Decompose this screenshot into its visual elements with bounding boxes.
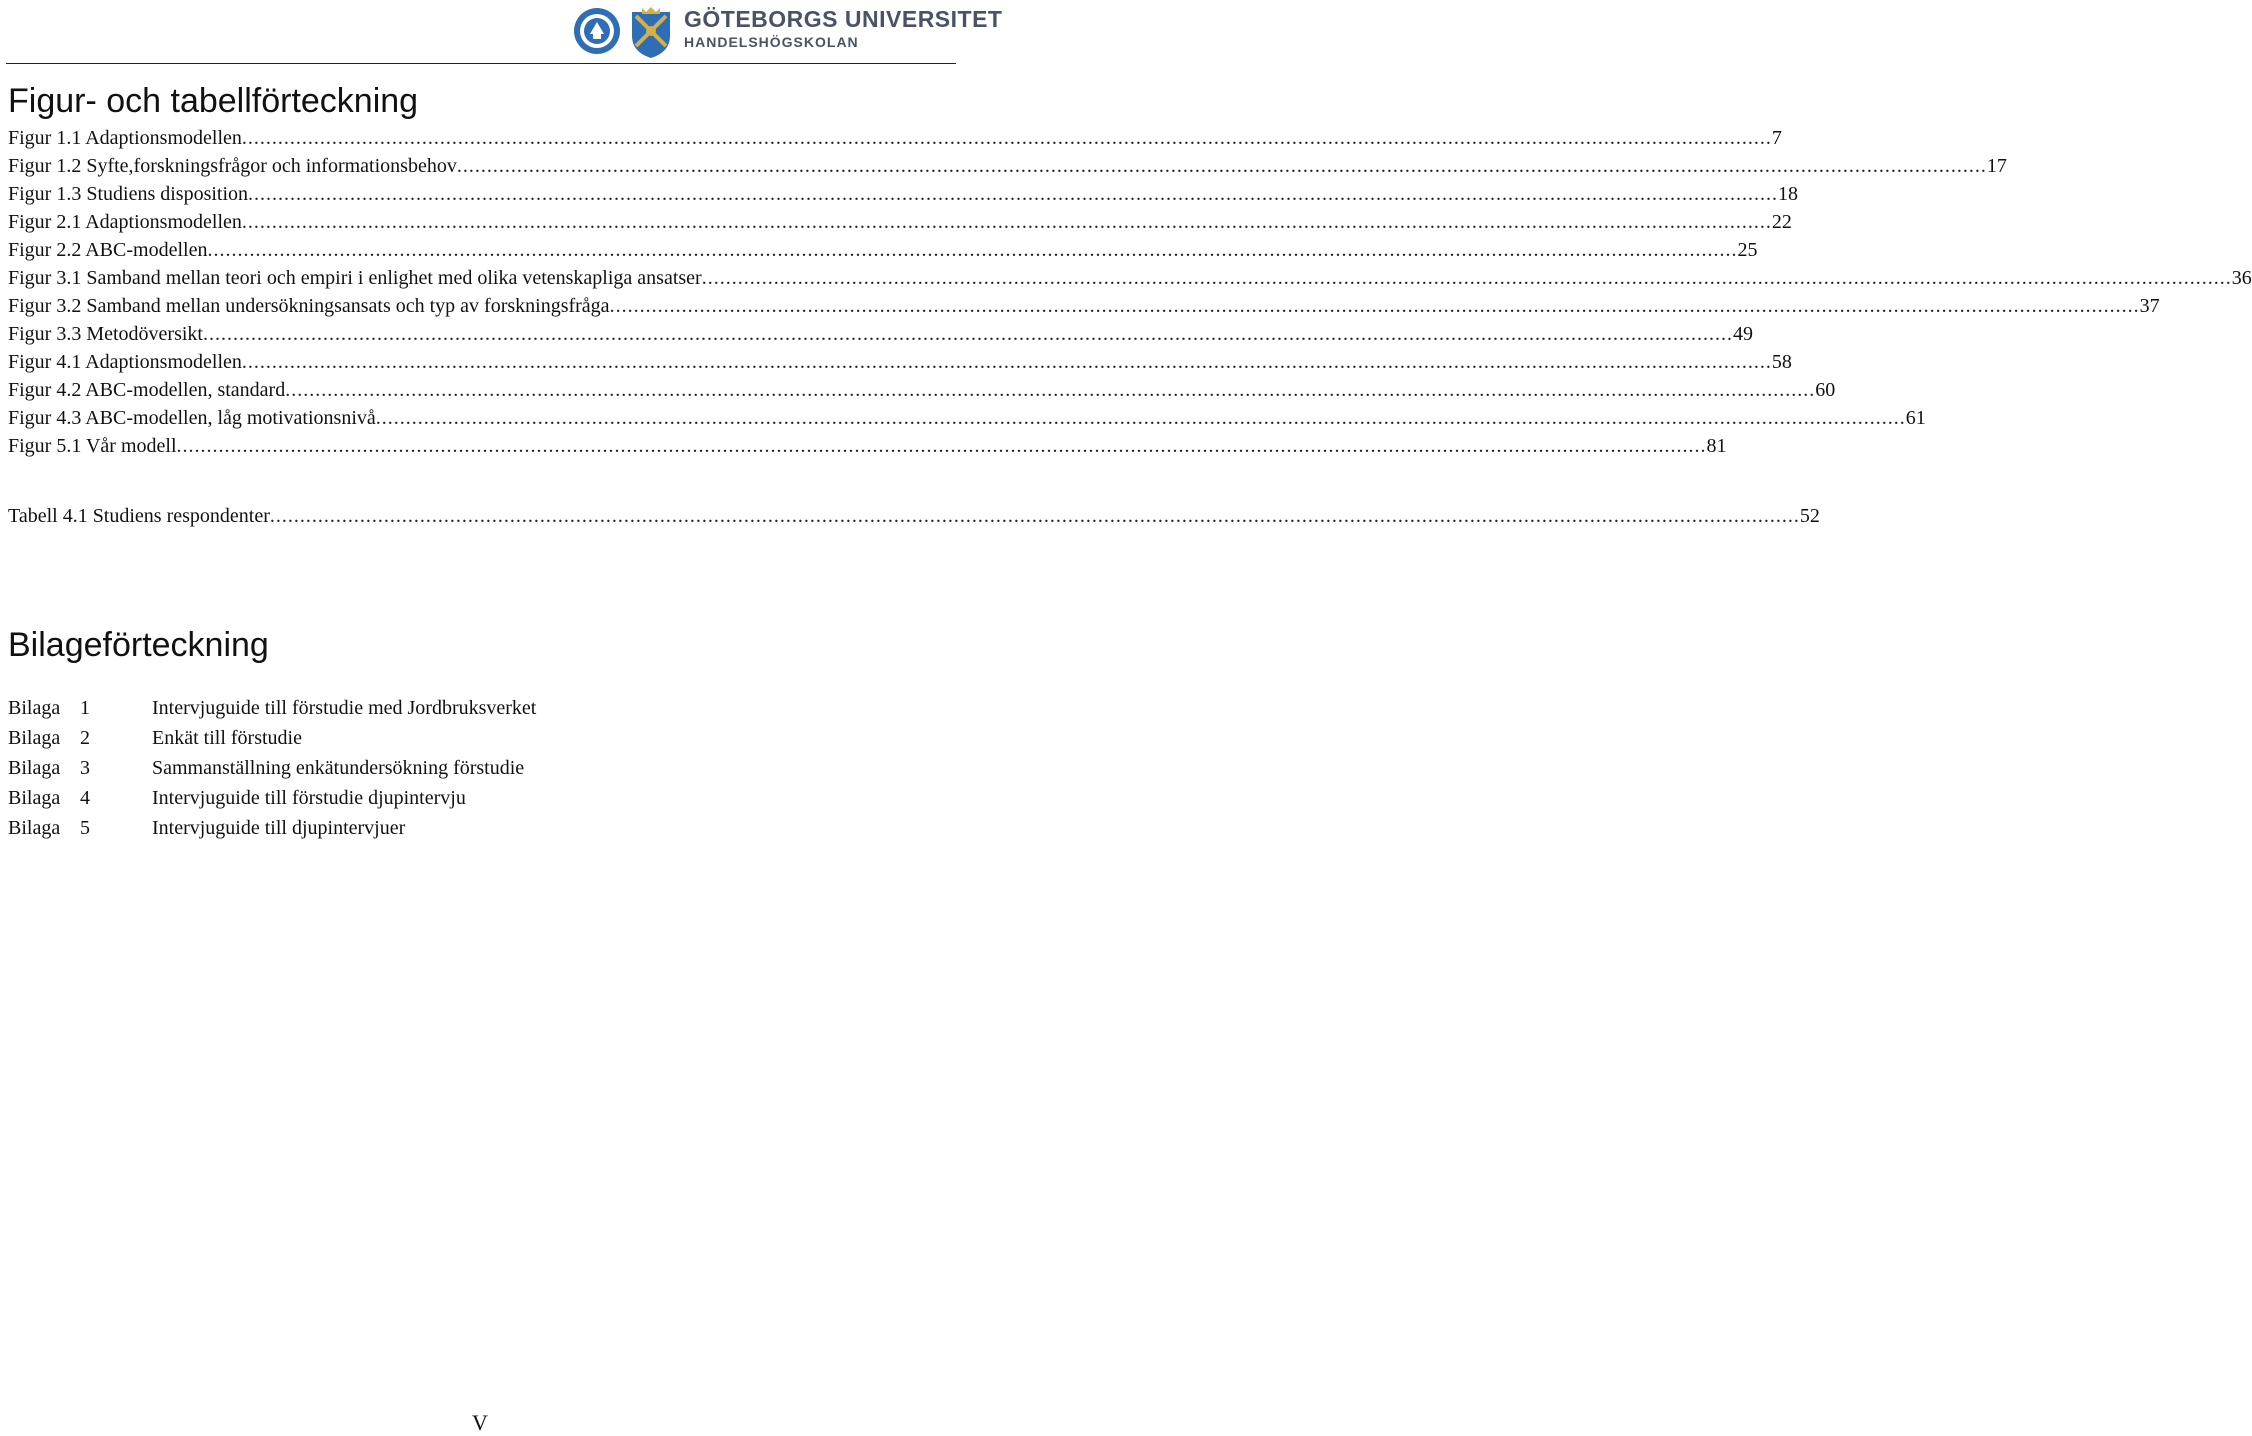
toc-entry[interactable]	[8, 320, 1753, 348]
appendix-word: Bilaga	[8, 697, 61, 719]
toc-entry[interactable]	[8, 404, 1926, 432]
toc-leader-dots	[270, 502, 1800, 530]
toc-entry-page: 58	[1771, 351, 1792, 373]
toc-entry-page: 61	[1905, 407, 1926, 429]
toc-leader-dots	[177, 432, 1707, 460]
coat-of-arms-icon	[626, 6, 676, 60]
toc-leader-dots	[702, 264, 2232, 292]
toc-entry-page: 25	[1737, 239, 1758, 261]
toc-entry-page: 36	[2231, 267, 2252, 289]
appendix-number: 4	[80, 787, 90, 809]
toc-entry-label: Figur 2.2 ABC-modellen	[8, 239, 208, 261]
page-number: V	[472, 1410, 488, 1435]
toc-entry-label: Figur 4.1 Adaptionsmodellen	[8, 351, 242, 373]
toc-entry-page: 37	[2139, 295, 2160, 317]
page-header	[0, 0, 1003, 66]
toc-leader-dots	[285, 376, 1815, 404]
appendix-word: Bilaga	[8, 787, 61, 809]
toc-leader-dots	[242, 348, 1772, 376]
appendix-number: 2	[80, 727, 90, 749]
appendix-number: 3	[80, 757, 90, 779]
toc-entry-label: Figur 3.1 Samband mellan teori och empiri i enlighet med olika vetenskapliga ansatser	[8, 267, 702, 289]
toc-entry-label: Figur 4.2 ABC-modellen, standard	[8, 379, 286, 401]
toc-entry-page: 17	[1986, 155, 2007, 177]
appendix-section-title: Bilageförteckning	[8, 626, 269, 664]
toc-leader-dots	[610, 292, 2140, 320]
toc-entry-label: Tabell 4.1 Studiens respondenter	[8, 505, 270, 527]
figures-section-title: Figur- och tabellförteckning	[8, 82, 419, 120]
appendix-word: Bilaga	[8, 817, 61, 839]
toc-entry-label: Figur 3.3 Metodöversikt	[8, 323, 203, 345]
appendix-description: Sammanställning enkätundersökning förstudie	[152, 757, 525, 779]
toc-entry-label: Figur 4.3 ABC-modellen, låg motivationsnivå	[8, 407, 376, 429]
toc-entry-label: Figur 3.2 Samband mellan undersökningsansats och typ av forskningsfråga	[8, 295, 610, 317]
logo-university-name: GÖTEBORGS UNIVERSITET	[684, 6, 1003, 32]
toc-entry[interactable]	[8, 124, 1782, 152]
toc-entry-label: Figur 1.3 Studiens disposition	[8, 183, 249, 205]
toc-entry[interactable]	[8, 264, 2252, 292]
toc-entry[interactable]	[8, 376, 1836, 404]
toc-entry-label: Figur 2.1 Adaptionsmodellen	[8, 211, 242, 233]
toc-entry-page: 81	[1706, 435, 1727, 457]
logo-school-name: HANDELSHÖGSKOLAN	[684, 34, 859, 50]
toc-entry-label: Figur 5.1 Vår modell	[8, 435, 177, 457]
toc-entry[interactable]	[8, 348, 1792, 376]
university-seal-icon	[572, 6, 622, 56]
toc-leader-dots	[376, 404, 1906, 432]
toc-entry-page: 7	[1771, 127, 1782, 149]
toc-entry-label: Figur 1.1 Adaptionsmodellen	[8, 127, 242, 149]
toc-leader-dots	[203, 320, 1733, 348]
toc-leader-dots	[248, 180, 1778, 208]
toc-entry[interactable]	[8, 292, 2160, 320]
toc-table-entry[interactable]	[8, 502, 1820, 530]
toc-entry-page: 60	[1815, 379, 1836, 401]
toc-leader-dots	[242, 124, 1772, 152]
toc-entry[interactable]	[8, 432, 1727, 460]
toc-leader-dots	[207, 236, 1737, 264]
appendix-description: Intervjuguide till djupintervjuer	[152, 817, 406, 839]
appendix-number: 5	[80, 817, 90, 839]
appendix-description: Enkät till förstudie	[152, 727, 302, 749]
toc-entry-page: 22	[1771, 211, 1792, 233]
toc-leader-dots	[457, 152, 1987, 180]
toc-entry[interactable]	[8, 208, 1792, 236]
toc-entry-page: 52	[1799, 505, 1820, 527]
appendix-description: Intervjuguide till förstudie djupintervju	[152, 787, 466, 809]
toc-entry-label: Figur 1.2 Syfte,forskningsfrågor och informationsbehov	[8, 155, 457, 177]
appendix-number: 1	[80, 697, 90, 719]
appendix-word: Bilaga	[8, 727, 61, 749]
toc-entry[interactable]	[8, 180, 1799, 208]
header-divider	[6, 63, 956, 64]
toc-entry[interactable]	[8, 152, 2007, 180]
toc-entry-page: 18	[1778, 183, 1799, 205]
university-logo	[570, 2, 1003, 58]
toc-leader-dots	[242, 208, 1772, 236]
toc-entry[interactable]	[8, 236, 1758, 264]
appendix-word: Bilaga	[8, 757, 61, 779]
appendix-description: Intervjuguide till förstudie med Jordbruksverket	[152, 697, 537, 719]
toc-entry-page: 49	[1733, 323, 1753, 345]
